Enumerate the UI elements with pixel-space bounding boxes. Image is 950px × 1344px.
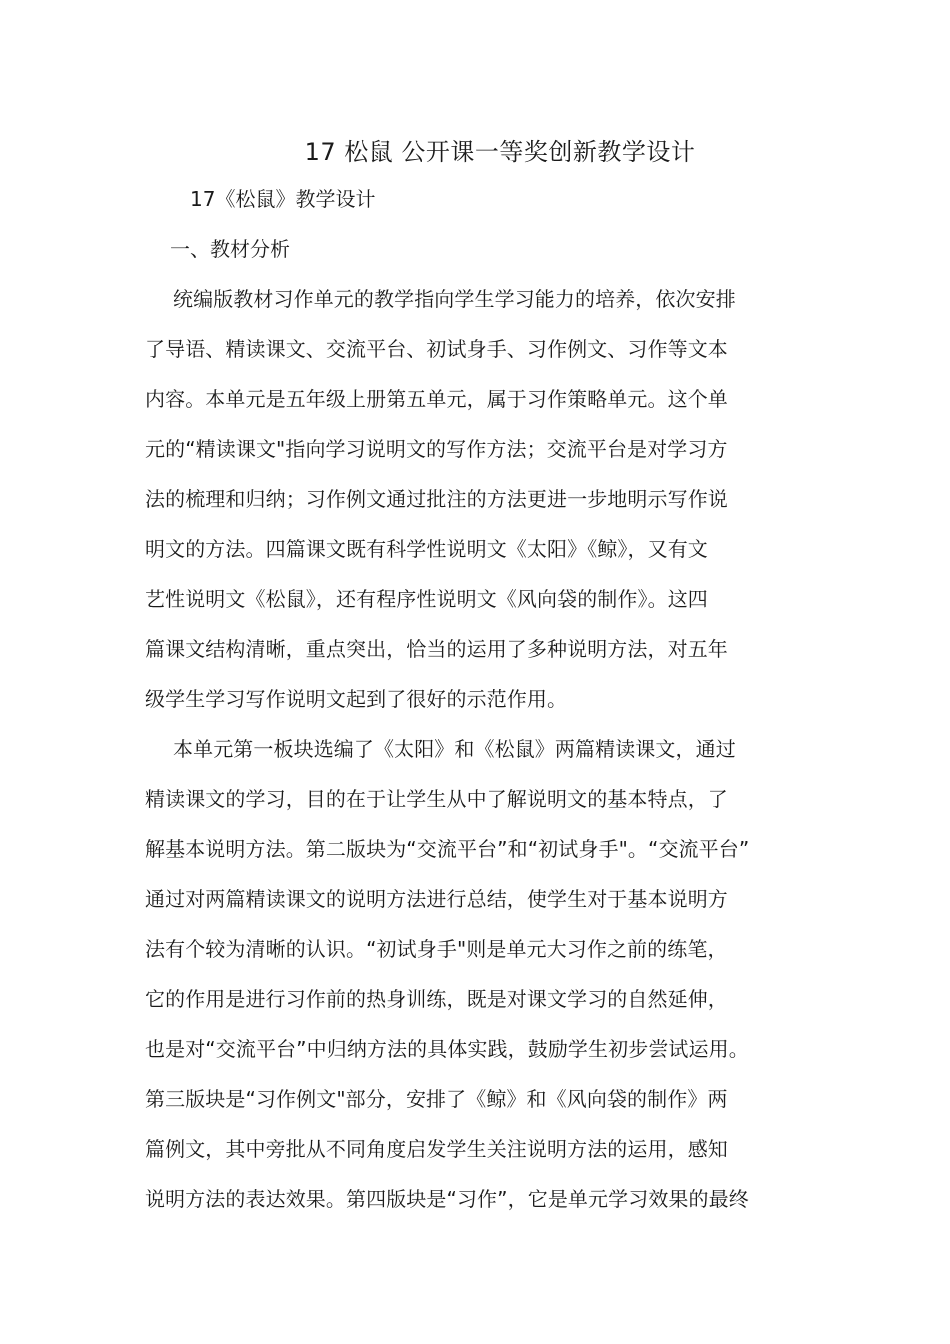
paragraph-line: 艺性说明文《松鼠》，还有程序性说明文《风向袋的制作》。这四 xyxy=(145,587,708,611)
paragraph-line: 第三版块是“习作例文"部分，安排了《鲸》和《风向袋的制作》两 xyxy=(145,1087,728,1111)
paragraph-line: 了导语、精读课文、交流平台、初试身手、习作例文、习作等文本 xyxy=(145,337,728,361)
paragraph-line: 也是对“交流平台”中归纳方法的具体实践，鼓励学生初步尝试运用。 xyxy=(145,1037,749,1061)
paragraph-line: 统编版教材习作单元的教学指向学生学习能力的培养，依次安排 xyxy=(173,287,736,311)
paragraph-line: 解基本说明方法。第二版块为“交流平台”和“初试身手"。“交流平台” xyxy=(145,837,750,861)
paragraph-line: 法的梳理和归纳；习作例文通过批注的方法更进一步地明示写作说 xyxy=(145,487,728,511)
paragraph-line: 它的作用是进行习作前的热身训练，既是对课文学习的自然延伸， xyxy=(145,987,728,1011)
document-title: 17 松鼠 公开课一等奖创新教学设计 xyxy=(304,138,696,166)
paragraph-line: 法有个较为清晰的认识。“初试身手"则是单元大习作之前的练笔， xyxy=(145,937,728,961)
paragraph-line: 级学生学习写作说明文起到了很好的示范作用。 xyxy=(145,687,568,711)
body-text xyxy=(145,282,825,1232)
paragraph-line: 明文的方法。四篇课文既有科学性说明文《太阳》《鲸》，又有文 xyxy=(145,537,708,561)
paragraph-line: 内容。本单元是五年级上册第五单元，属于习作策略单元。这个单 xyxy=(145,387,728,411)
paragraph-line: 说明方法的表达效果。第四版块是“习作”，它是单元学习效果的最终 xyxy=(145,1187,749,1211)
paragraph-line: 本单元第一板块选编了《太阳》和《松鼠》两篇精读课文，通过 xyxy=(173,737,736,761)
paragraph-line: 通过对两篇精读课文的说明方法进行总结，使学生对于基本说明方 xyxy=(145,887,728,911)
paragraph-line: 篇例文，其中旁批从不同角度启发学生关注说明方法的运用，感知 xyxy=(145,1137,728,1161)
document-subtitle: 17《松鼠》教学设计 xyxy=(190,187,376,211)
paragraph-line: 精读课文的学习，目的在于让学生从中了解说明文的基本特点，了 xyxy=(145,787,728,811)
section-heading: 一、教材分析 xyxy=(170,237,290,261)
paragraph-line: 元的“精读课文"指向学习说明文的写作方法；交流平台是对学习方 xyxy=(145,437,728,461)
paragraph-line: 篇课文结构清晰，重点突出，恰当的运用了多种说明方法，对五年 xyxy=(145,637,728,661)
